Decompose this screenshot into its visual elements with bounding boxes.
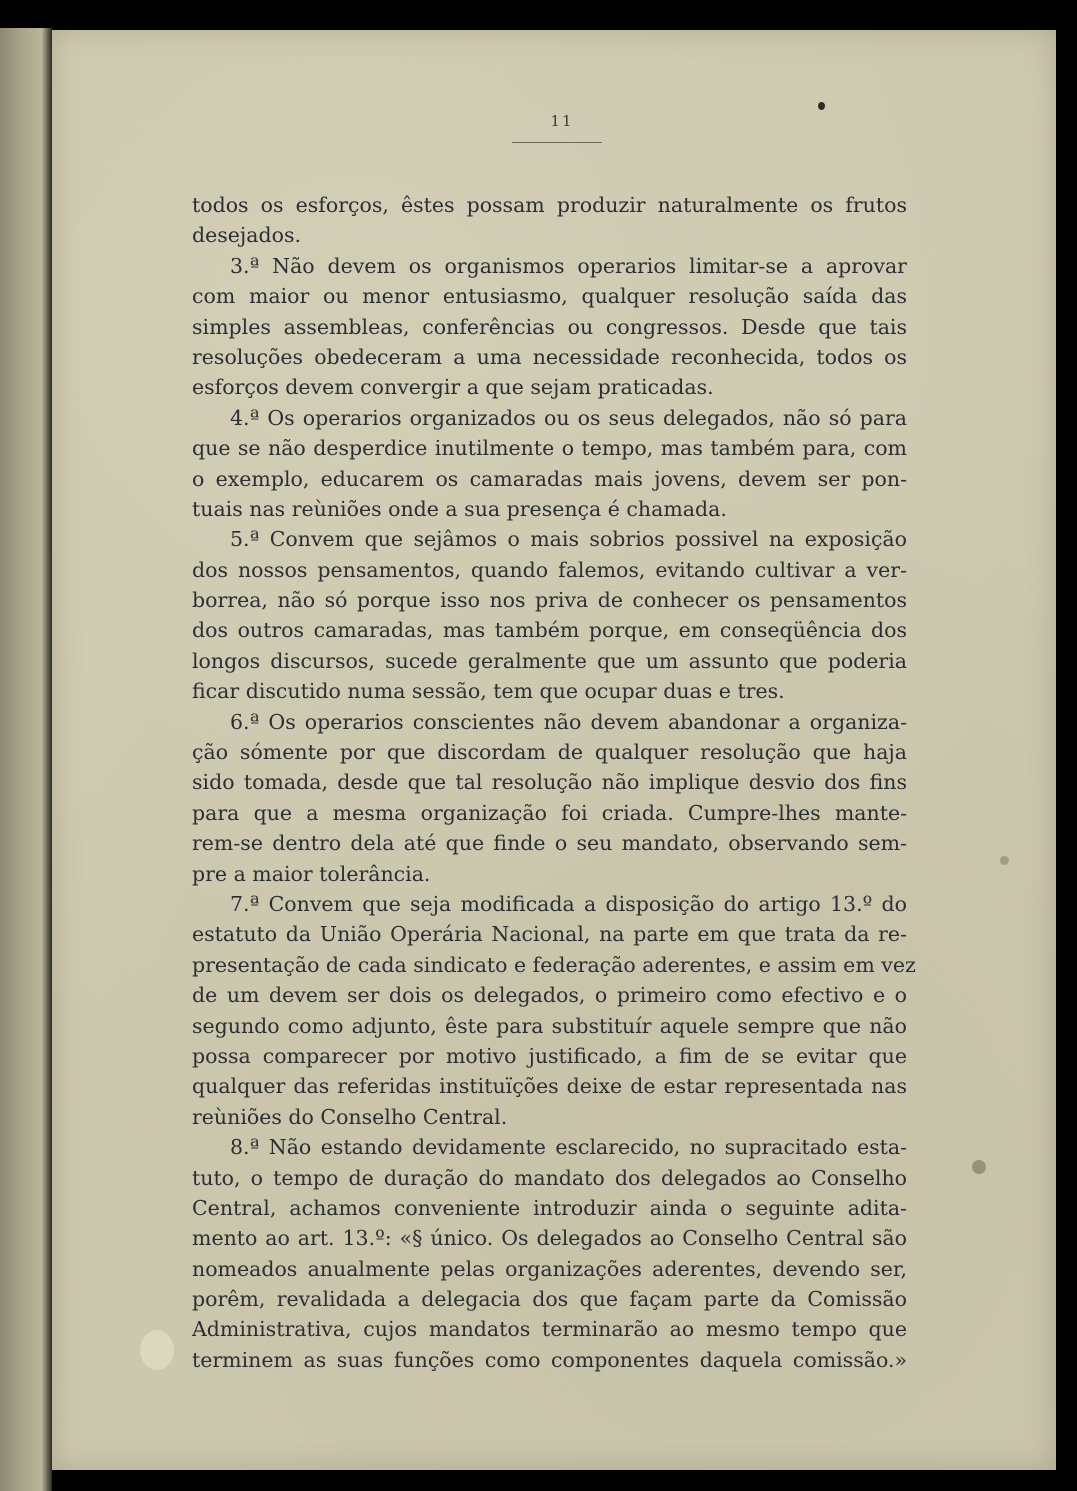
text-line: 5.ª Convem que sejâmos o mais sobrios possivel na exposição [230,527,907,552]
text-line: qualquer das referidas instituïções deixe de estar representada nas [192,1074,907,1099]
text-line: que se não desperdice inutilmente o tempo, mas também para, com [192,436,907,461]
text-line: 3.ª Não devem os organismos operarios limitar-se a aprovar [230,253,907,278]
text-line: dos outros camaradas, mas também porque, em conseqüência dos [192,618,907,643]
text-line: com maior ou menor entusiasmo, qualquer resolução saída das [192,284,907,309]
text-line: esforços devem convergir a que sejam praticadas. [192,375,714,400]
body-text [192,190,916,1375]
text-line: desejados. [192,223,301,248]
text-line: o exemplo, educarem os camaradas mais jovens, devem ser pon- [192,466,907,491]
text-line: 4.ª Os operarios organizados ou os seus delegados, não só para [230,405,907,430]
foxing-spot [140,1330,174,1370]
text-line: 8.ª Não estando devidamente esclarecido, no supracitado esta- [230,1135,907,1160]
text-line: de um devem ser dois os delegados, o primeiro como efectivo e o [192,983,907,1008]
text-line: Administrativa, cujos mandatos terminarão ao mesmo tempo que [192,1317,907,1342]
page-edge-left [0,28,52,1491]
text-line: 6.ª Os operarios conscientes não devem abandonar a organiza- [230,709,907,734]
text-line: borrea, não só porque isso nos priva de conhecer os pensamentos [192,588,907,613]
text-line: possa comparecer por motivo justificado, a fim de se evitar que [192,1043,907,1068]
text-line: longos discursos, sucede geralmente que um assunto que poderia [192,648,907,673]
text-line: simples assembleas, conferências ou congressos. Desde que tais [192,314,907,339]
text-line: rem-se dentro dela até que finde o seu mandato, observando sem- [192,831,907,856]
text-line: terminem as suas funções como componentes daquela comissão.» [192,1347,907,1372]
text-line: dos nossos pensamentos, quando falemos, evitando cultivar a ver- [192,557,907,582]
text-line: sido tomada, desde que tal resolução não implique desvio dos fins [192,770,907,795]
ink-dot [818,102,825,110]
document-page [52,30,1056,1470]
foxing-spot [972,1160,986,1174]
text-line: presentação de cada sindicato e federação aderentes, e assim em vez [192,952,916,977]
text-line: 7.ª Convem que seja modificada a disposição do artigo 13.º do [230,891,907,916]
text-line: pre a maior tolerância. [192,861,431,886]
text-line: todos os esforços, êstes possam produzir naturalmente os frutos [192,193,907,217]
text-line: nomeados anualmente pelas organizações aderentes, devendo ser, [192,1256,907,1281]
page-number: 11 [550,112,574,130]
text-line: estatuto da União Operária Nacional, na parte em que trata da re- [192,922,907,947]
text-line: resoluções obedeceram a uma necessidade reconhecida, todos os [192,344,907,369]
text-line: Central, achamos conveniente introduzir ainda o seguinte adita- [192,1195,907,1220]
text-line: ção sómente por que discordam de qualquer resolução que haja [192,740,907,765]
text-line: tuais nas reùniões onde a sua presença é chamada. [192,496,727,521]
page-number-rule [512,142,602,143]
text-line: para que a mesma organização foi criada. Cumpre-lhes mante- [192,800,907,825]
text-line: ficar discutido numa sessão, tem que ocupar duas e tres. [192,679,785,704]
text-line: porêm, revalidada a delegacia dos que façam parte da Comissão [192,1287,907,1312]
text-line: reùniões do Conselho Central. [192,1104,508,1129]
text-line: tuto, o tempo de duração do mandato dos delegados ao Conselho [192,1165,907,1190]
text-line: mento ao art. 13.º: «§ único. Os delegados ao Conselho Central são [192,1226,907,1251]
text-line: segundo como adjunto, êste para substituír aquele sempre que não [192,1013,907,1038]
foxing-spot [1000,856,1009,865]
